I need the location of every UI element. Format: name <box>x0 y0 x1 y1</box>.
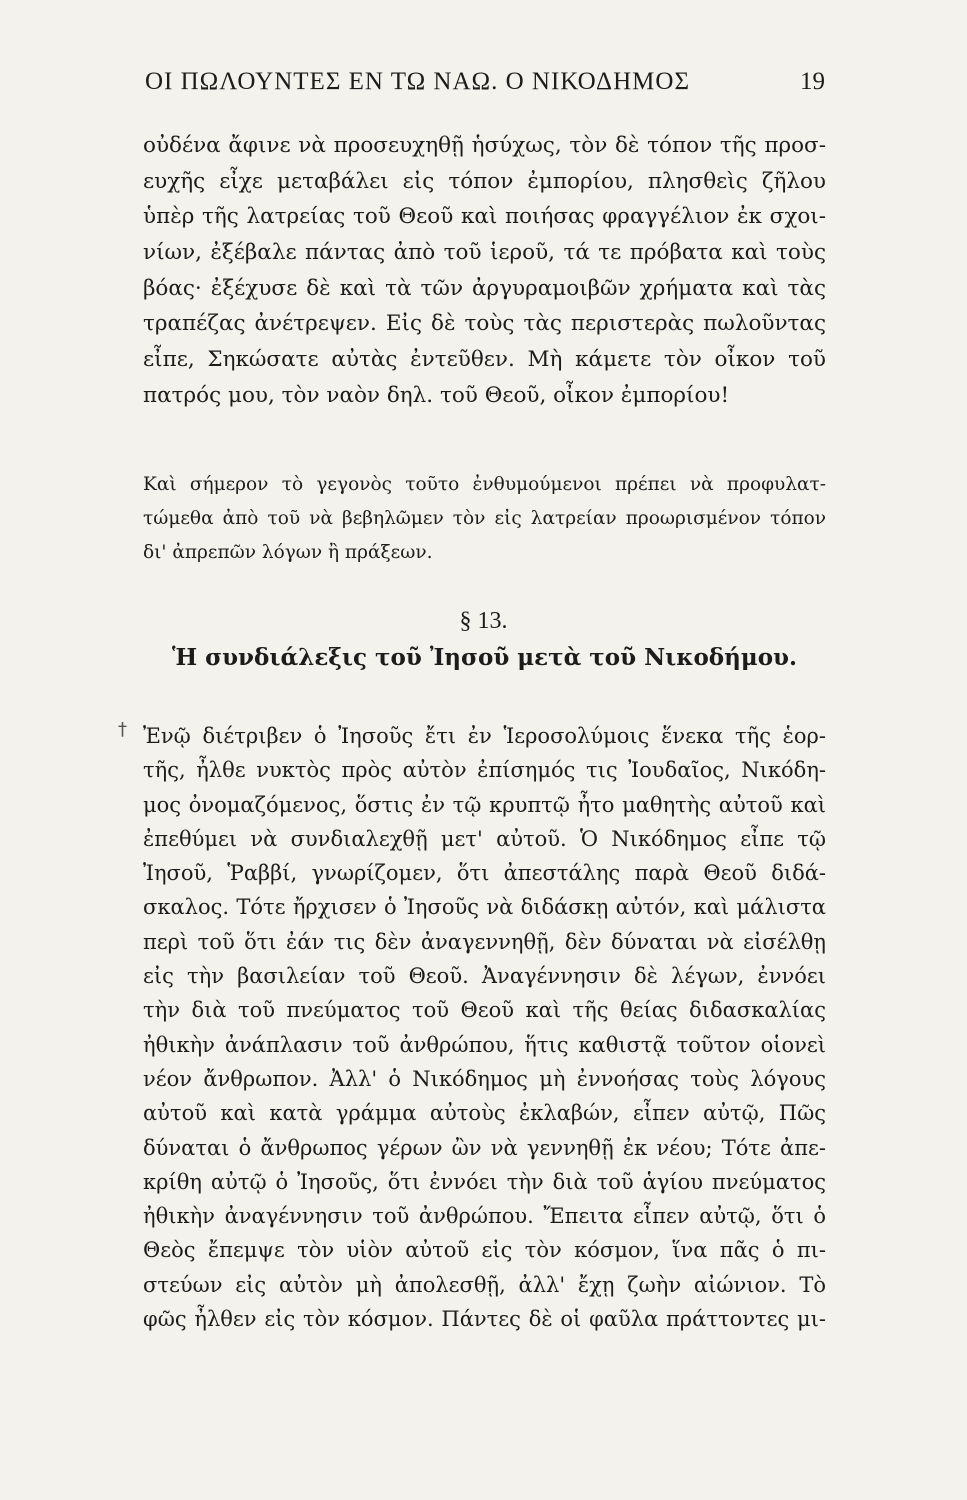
section-heading: Ἡ συνδιάλεξις τοῦ Ἰησοῦ μετὰ τοῦ Νικοδήμου. <box>171 644 798 671</box>
text-line: τὴν διὰ τοῦ πνεύματος τοῦ Θεοῦ καὶ τῆς θείας διδασκαλίας <box>143 998 826 1023</box>
text-line: στεύων εἰς αὐτὸν μὴ ἀπολεσθῇ, ἀλλ' ἔχῃ ζωὴν αἰώνιον. Τὸ <box>143 1272 826 1297</box>
text-line: νίων, ἐξέβαλε πάντας ἀπὸ τοῦ ἱεροῦ, τά τε πρόβατα καὶ τοὺς <box>143 240 826 266</box>
text-line: ὑπὲρ τῆς λατρείας τοῦ Θεοῦ καὶ ποιήσας φραγγέλιον ἐκ σχοι- <box>143 204 826 230</box>
text-line: ἠθικὴν ἀναγέννησιν τοῦ ἀνθρώπου. Ἔπειτα εἶπεν αὐτῷ, ὅτι ὁ <box>143 1204 826 1229</box>
text-line: εἰς τὴν βασιλείαν τοῦ Θεοῦ. Ἀναγέννησιν δὲ λέγων, ἐννόει <box>143 964 826 989</box>
margin-cross-mark: † <box>118 719 127 740</box>
text-line: τραπέζας ἀνέτρεψεν. Εἰς δὲ τοὺς τὰς περιστερὰς πωλοῦντας <box>143 311 826 337</box>
paragraph-1 <box>143 128 826 414</box>
text-line: πατρός μου, τὸν ναὸν δηλ. τοῦ Θεοῦ, οἶκον ἐμπορίου! <box>143 382 730 408</box>
paragraph-2-note <box>143 468 826 570</box>
text-line: τώμεθα ἀπὸ τοῦ νὰ βεβηλῶμεν τὸν εἰς λατρείαν προωρισμένον τόπον <box>143 508 826 529</box>
text-line: ἠθικὴν ἀνάπλασιν τοῦ ἀνθρώπου, ἥτις καθιστᾷ τοῦτον οἱονεὶ <box>143 1032 826 1057</box>
section-number: § 13. <box>459 608 508 634</box>
text-line: δι' ἀπρεπῶν λόγων ἢ πράξεων. <box>143 542 433 563</box>
text-line: δύναται ὁ ἄνθρωπος γέρων ὢν νὰ γεννηθῇ ἐκ νέου; Τότε ἀπε- <box>143 1135 826 1160</box>
text-line: περὶ τοῦ ὅτι ἐάν τις δὲν ἀναγεννηθῇ, δὲν δύναται νὰ εἰσέλθῃ <box>143 929 826 954</box>
page-number: 19 <box>800 68 825 95</box>
text-line: Ἰησοῦ, Ῥαββί, γνωρίζομεν, ὅτι ἀπεστάλης παρὰ Θεοῦ διδά- <box>143 861 826 886</box>
text-line: Ἐνῷ διέτριβεν ὁ Ἰησοῦς ἔτι ἐν Ἱεροσολύμοις ἕνεκα τῆς ἑορ- <box>143 724 826 748</box>
text-line: μος ὀνομαζόμενος, ὅστις ἐν τῷ κρυπτῷ ἦτο μαθητὴς αὐτοῦ καὶ <box>143 792 826 817</box>
text-line: οὐδένα ἄφινε νὰ προσευχηθῇ ἡσύχως, τὸν δὲ τόπον τῆς προσ- <box>143 133 826 158</box>
text-line: φῶς ἦλθεν εἰς τὸν κόσμον. Πάντες δὲ οἱ φαῦλα πράττοντες μι- <box>143 1307 826 1332</box>
text-line: κρίθη αὐτῷ ὁ Ἰησοῦς, ὅτι ἐννόει τὴν διὰ τοῦ ἁγίου πνεύματος <box>143 1169 826 1194</box>
text-line: εἶπε, Σηκώσατε αὐτὰς ἐντεῦθεν. Μὴ κάμετε τὸν οἶκον τοῦ <box>143 347 826 373</box>
text-line: τῆς, ἦλθε νυκτὸς πρὸς αὐτὸν ἐπίσημός τις Ἰουδαῖος, Νικόδη- <box>143 758 826 783</box>
text-line: ἐπεθύμει νὰ συνδιαλεχθῇ μετ' αὐτοῦ. Ὁ Νικόδημος εἶπε τῷ <box>143 826 826 851</box>
text-line: βόας· ἐξέχυσε δὲ καὶ τὰ τῶν ἀργυραμοιβῶν χρήματα καὶ τὰς <box>143 275 826 301</box>
text-line: Θεὸς ἔπεμψε τὸν υἱὸν αὐτοῦ εἰς τὸν κόσμον, ἵνα πᾶς ὁ πι- <box>143 1238 826 1263</box>
paragraph-3 <box>143 719 826 1336</box>
text-line: νέον ἄνθρωπον. Ἀλλ' ὁ Νικόδημος μὴ ἐννοήσας τοὺς λόγους <box>143 1066 826 1091</box>
text-line: Καὶ σήμερον τὸ γεγονὸς τοῦτο ἐνθυμούμενοι πρέπει νὰ προφυλατ- <box>143 474 826 495</box>
running-head: ΟΙ ΠΩΛΟΥΝΤΕΣ ΕΝ ΤΩ ΝΑΩ. Ο ΝΙΚΟΔΗΜΟΣ <box>145 68 690 95</box>
text-line: σκαλος. Τότε ἤρχισεν ὁ Ἰησοῦς νὰ διδάσκῃ αὐτόν, καὶ μάλιστα <box>143 895 826 920</box>
text-line: ευχῆς εἶχε μεταβάλει εἰς τόπον ἐμπορίου, πλησθεὶς ζῆλου <box>143 168 826 194</box>
text-line: αὐτοῦ καὶ κατὰ γράμμα αὐτοὺς ἐκλαβών, εἶπεν αὐτῷ, Πῶς <box>143 1101 826 1126</box>
